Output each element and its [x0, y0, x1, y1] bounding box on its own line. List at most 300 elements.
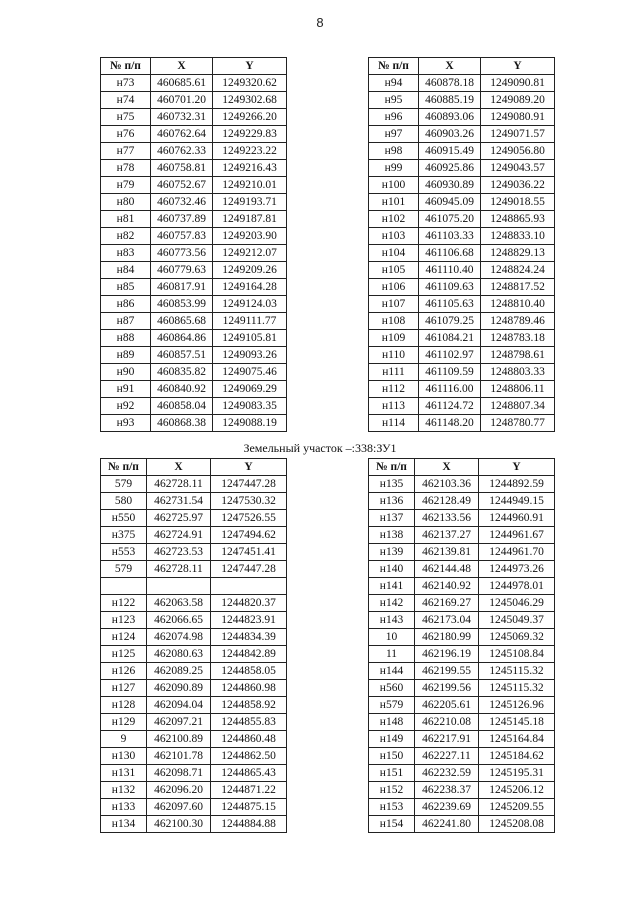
x-coordinate-cell: 462100.89 — [147, 731, 211, 748]
table-row — [101, 109, 287, 126]
point-number-cell: н84 — [101, 262, 151, 279]
point-number-cell: н91 — [101, 381, 151, 398]
x-coordinate-cell: 462724.91 — [147, 527, 211, 544]
x-coordinate-cell: 460817.91 — [151, 279, 213, 296]
x-coordinate-cell: 462232.59 — [415, 765, 479, 782]
point-number-cell: н83 — [101, 245, 151, 262]
y-coordinate-cell: 1244961.70 — [479, 544, 555, 561]
point-number-cell: н150 — [369, 748, 415, 765]
table-row — [101, 782, 287, 799]
table-row — [369, 493, 555, 510]
y-coordinate-cell: 1249124.03 — [213, 296, 287, 313]
table-row — [369, 296, 555, 313]
table-row — [369, 92, 555, 109]
table-row — [369, 595, 555, 612]
y-coordinate-cell: 1245049.37 — [479, 612, 555, 629]
x-coordinate-cell: 460864.86 — [151, 330, 213, 347]
y-coordinate-cell: 1249266.20 — [213, 109, 287, 126]
y-coordinate-cell: 1245108.84 — [479, 646, 555, 663]
point-number-cell: н73 — [101, 75, 151, 92]
point-number-cell: н90 — [101, 364, 151, 381]
point-number-cell: н110 — [369, 347, 419, 364]
table-row — [369, 578, 555, 595]
x-coordinate-cell: 460853.99 — [151, 296, 213, 313]
point-number-cell: н139 — [369, 544, 415, 561]
point-number-cell: н107 — [369, 296, 419, 313]
x-coordinate-cell: 462139.81 — [415, 544, 479, 561]
y-coordinate-cell: 1244862.50 — [211, 748, 287, 765]
x-coordinate-cell: 462144.48 — [415, 561, 479, 578]
x-coordinate-cell: 462096.20 — [147, 782, 211, 799]
table-row — [369, 680, 555, 697]
table-row — [101, 799, 287, 816]
point-number-cell: н130 — [101, 748, 147, 765]
y-coordinate-cell: 1245069.32 — [479, 629, 555, 646]
y-coordinate-cell: 1245115.32 — [479, 680, 555, 697]
table-row — [101, 714, 287, 731]
point-number-cell: н94 — [369, 75, 419, 92]
point-number-cell: н136 — [369, 493, 415, 510]
x-coordinate-cell: 462097.60 — [147, 799, 211, 816]
table-row — [369, 347, 555, 364]
y-coordinate-cell: 1247447.28 — [211, 561, 287, 578]
y-coordinate-cell: 1245046.29 — [479, 595, 555, 612]
y-coordinate-cell: 1248798.61 — [481, 347, 555, 364]
x-coordinate-cell: 460773.56 — [151, 245, 213, 262]
point-number-cell: н108 — [369, 313, 419, 330]
x-coordinate-cell: 462241.80 — [415, 816, 479, 833]
x-coordinate-cell: 460945.09 — [419, 194, 481, 211]
table-row — [369, 612, 555, 629]
table-row — [101, 816, 287, 833]
table-row — [101, 126, 287, 143]
point-number-cell: н80 — [101, 194, 151, 211]
point-number-cell: н148 — [369, 714, 415, 731]
y-coordinate-cell: 1249111.77 — [213, 313, 287, 330]
x-coordinate-cell: 462210.08 — [415, 714, 479, 731]
x-coordinate-cell: 460915.49 — [419, 143, 481, 160]
table-row — [101, 194, 287, 211]
x-coordinate-cell: 461109.63 — [419, 279, 481, 296]
y-coordinate-cell: 1245209.55 — [479, 799, 555, 816]
x-coordinate-cell: 460758.81 — [151, 160, 213, 177]
y-coordinate-cell: 1245126.96 — [479, 697, 555, 714]
point-number-cell: н85 — [101, 279, 151, 296]
table-row — [369, 629, 555, 646]
y-coordinate-cell: 1248783.18 — [481, 330, 555, 347]
point-number-cell: н153 — [369, 799, 415, 816]
y-coordinate-cell: 1248829.13 — [481, 245, 555, 262]
y-coordinate-cell: 1249018.55 — [481, 194, 555, 211]
y-coordinate-cell: 1249075.46 — [213, 364, 287, 381]
point-number-cell: н131 — [101, 765, 147, 782]
y-coordinate-cell: 1245195.31 — [479, 765, 555, 782]
point-number-cell: н123 — [101, 612, 147, 629]
point-number-cell: н132 — [101, 782, 147, 799]
point-number-cell: н138 — [369, 527, 415, 544]
point-number-cell: 579 — [101, 561, 147, 578]
x-coordinate-cell: 462728.11 — [147, 476, 211, 493]
point-number-cell: н82 — [101, 228, 151, 245]
x-coordinate-cell: 461079.25 — [419, 313, 481, 330]
y-coordinate-cell: 1245115.32 — [479, 663, 555, 680]
x-coordinate-cell: 460925.86 — [419, 160, 481, 177]
point-number-cell: н375 — [101, 527, 147, 544]
x-coordinate-cell: 461109.59 — [419, 364, 481, 381]
y-coordinate-cell: 1249302.68 — [213, 92, 287, 109]
y-coordinate-cell: 1244823.91 — [211, 612, 287, 629]
table-row — [101, 92, 287, 109]
x-coordinate-cell: 462128.49 — [415, 493, 479, 510]
x-coordinate-cell: 462098.71 — [147, 765, 211, 782]
point-number-cell: н550 — [101, 510, 147, 527]
y-coordinate-cell: 1245206.12 — [479, 782, 555, 799]
table-row — [101, 245, 287, 262]
y-coordinate-cell: 1249229.83 — [213, 126, 287, 143]
point-number-cell: н92 — [101, 398, 151, 415]
table-row — [101, 476, 287, 493]
table-row — [369, 194, 555, 211]
table-row — [101, 75, 287, 92]
y-coordinate-cell: 1247526.55 — [211, 510, 287, 527]
point-number-cell: 10 — [369, 629, 415, 646]
table-row — [369, 731, 555, 748]
y-coordinate-cell: 1244842.89 — [211, 646, 287, 663]
y-coordinate-cell: 1249088.19 — [213, 415, 287, 432]
point-number-cell: н75 — [101, 109, 151, 126]
x-coordinate-cell: 462227.11 — [415, 748, 479, 765]
table-row — [369, 109, 555, 126]
point-number-cell: н98 — [369, 143, 419, 160]
section-title: Земельный участок –:338:ЗУ1 — [243, 441, 397, 455]
table-row — [369, 279, 555, 296]
table-row — [101, 313, 287, 330]
table-row — [101, 177, 287, 194]
y-coordinate-cell: 1249083.35 — [213, 398, 287, 415]
x-coordinate-cell: 462133.56 — [415, 510, 479, 527]
x-coordinate-cell: 460840.92 — [151, 381, 213, 398]
x-coordinate-cell: 462094.04 — [147, 697, 211, 714]
table-row — [101, 748, 287, 765]
x-coordinate-cell: 461102.97 — [419, 347, 481, 364]
y-coordinate-cell: 1249209.26 — [213, 262, 287, 279]
point-number-cell: н102 — [369, 211, 419, 228]
table-row — [369, 510, 555, 527]
point-number-cell: н579 — [369, 697, 415, 714]
column-header-x: X — [419, 58, 481, 75]
y-coordinate-cell: 1249223.22 — [213, 143, 287, 160]
y-coordinate-cell: 1248810.40 — [481, 296, 555, 313]
y-coordinate-cell: 1244949.15 — [479, 493, 555, 510]
y-coordinate-cell — [211, 578, 287, 595]
x-coordinate-cell: 460865.68 — [151, 313, 213, 330]
table-row — [101, 493, 287, 510]
table-row — [101, 398, 287, 415]
x-coordinate-cell: 460762.64 — [151, 126, 213, 143]
y-coordinate-cell: 1244820.37 — [211, 595, 287, 612]
x-coordinate-cell: 462199.56 — [415, 680, 479, 697]
table-row — [101, 347, 287, 364]
y-coordinate-cell: 1249043.57 — [481, 160, 555, 177]
x-coordinate-cell: 462089.25 — [147, 663, 211, 680]
table-row — [369, 714, 555, 731]
x-coordinate-cell: 461124.72 — [419, 398, 481, 415]
point-number-cell: н93 — [101, 415, 151, 432]
x-coordinate-cell: 461148.20 — [419, 415, 481, 432]
column-header-number: № п/п — [369, 58, 419, 75]
point-number-cell: 11 — [369, 646, 415, 663]
y-coordinate-cell: 1249193.71 — [213, 194, 287, 211]
table-row — [101, 629, 287, 646]
table-row — [101, 143, 287, 160]
y-coordinate-cell: 1248807.34 — [481, 398, 555, 415]
x-coordinate-cell: 461075.20 — [419, 211, 481, 228]
table-row — [369, 228, 555, 245]
table-row — [101, 510, 287, 527]
x-coordinate-cell: 462103.36 — [415, 476, 479, 493]
table-row — [369, 527, 555, 544]
x-coordinate-cell: 460757.83 — [151, 228, 213, 245]
table-row — [369, 765, 555, 782]
y-coordinate-cell: 1249089.20 — [481, 92, 555, 109]
x-coordinate-cell: 460857.51 — [151, 347, 213, 364]
y-coordinate-cell: 1244834.39 — [211, 629, 287, 646]
x-coordinate-cell: 460762.33 — [151, 143, 213, 160]
x-coordinate-cell: 462728.11 — [147, 561, 211, 578]
point-number-cell: 580 — [101, 493, 147, 510]
point-number-cell: н88 — [101, 330, 151, 347]
x-coordinate-cell: 461110.40 — [419, 262, 481, 279]
x-coordinate-cell: 462239.69 — [415, 799, 479, 816]
table-row — [369, 697, 555, 714]
table-row — [101, 595, 287, 612]
table-row — [101, 697, 287, 714]
point-number-cell: н106 — [369, 279, 419, 296]
point-number-cell: н77 — [101, 143, 151, 160]
table-row — [369, 816, 555, 833]
point-number-cell: н127 — [101, 680, 147, 697]
y-coordinate-cell: 1248824.24 — [481, 262, 555, 279]
table-row — [369, 330, 555, 347]
x-coordinate-cell: 460868.38 — [151, 415, 213, 432]
y-coordinate-cell: 1248780.77 — [481, 415, 555, 432]
x-coordinate-cell: 462731.54 — [147, 493, 211, 510]
table-row — [369, 364, 555, 381]
point-number-cell: н560 — [369, 680, 415, 697]
point-number-cell: н109 — [369, 330, 419, 347]
point-number-cell: н81 — [101, 211, 151, 228]
x-coordinate-cell: 460903.26 — [419, 126, 481, 143]
x-coordinate-cell: 460752.67 — [151, 177, 213, 194]
point-number-cell: н152 — [369, 782, 415, 799]
point-number-cell: н122 — [101, 595, 147, 612]
point-number-cell: 9 — [101, 731, 147, 748]
table-row — [369, 646, 555, 663]
table-row — [101, 262, 287, 279]
x-coordinate-cell: 462180.99 — [415, 629, 479, 646]
y-coordinate-cell: 1244973.26 — [479, 561, 555, 578]
point-number-cell: н103 — [369, 228, 419, 245]
table-row — [369, 748, 555, 765]
x-coordinate-cell: 462090.89 — [147, 680, 211, 697]
x-coordinate-cell: 460732.46 — [151, 194, 213, 211]
y-coordinate-cell: 1249056.80 — [481, 143, 555, 160]
point-number-cell: н105 — [369, 262, 419, 279]
table-row — [101, 160, 287, 177]
x-coordinate-cell: 461105.63 — [419, 296, 481, 313]
table-row — [101, 381, 287, 398]
y-coordinate-cell: 1249212.07 — [213, 245, 287, 262]
point-number-cell: н128 — [101, 697, 147, 714]
y-coordinate-cell: 1249069.29 — [213, 381, 287, 398]
table-row — [369, 143, 555, 160]
y-coordinate-cell: 1249071.57 — [481, 126, 555, 143]
point-number-cell: н137 — [369, 510, 415, 527]
y-coordinate-cell: 1249090.81 — [481, 75, 555, 92]
point-number-cell: н141 — [369, 578, 415, 595]
table-row — [369, 799, 555, 816]
point-number-cell: н101 — [369, 194, 419, 211]
y-coordinate-cell: 1244860.48 — [211, 731, 287, 748]
table-row — [101, 646, 287, 663]
x-coordinate-cell: 462723.53 — [147, 544, 211, 561]
table-row — [369, 75, 555, 92]
y-coordinate-cell: 1248865.93 — [481, 211, 555, 228]
x-coordinate-cell: 462101.78 — [147, 748, 211, 765]
column-header-number: № п/п — [369, 459, 415, 476]
point-number-cell: н125 — [101, 646, 147, 663]
table-row — [101, 561, 287, 578]
y-coordinate-cell: 1245164.84 — [479, 731, 555, 748]
y-coordinate-cell: 1249320.62 — [213, 75, 287, 92]
page-number: 8 — [316, 15, 324, 30]
x-coordinate-cell: 462196.19 — [415, 646, 479, 663]
point-number-cell: н97 — [369, 126, 419, 143]
y-coordinate-cell: 1249105.81 — [213, 330, 287, 347]
y-coordinate-cell: 1248789.46 — [481, 313, 555, 330]
table-header-row — [369, 58, 555, 75]
x-coordinate-cell: 460835.82 — [151, 364, 213, 381]
y-coordinate-cell: 1247451.41 — [211, 544, 287, 561]
y-coordinate-cell: 1249203.90 — [213, 228, 287, 245]
y-coordinate-cell: 1249187.81 — [213, 211, 287, 228]
table-row — [369, 782, 555, 799]
table-header-row — [101, 58, 287, 75]
y-coordinate-cell: 1248817.52 — [481, 279, 555, 296]
point-number-cell: н113 — [369, 398, 419, 415]
x-coordinate-cell: 462063.58 — [147, 595, 211, 612]
point-number-cell: н78 — [101, 160, 151, 177]
y-coordinate-cell: 1247494.62 — [211, 527, 287, 544]
point-number-cell: н142 — [369, 595, 415, 612]
y-coordinate-cell: 1245208.08 — [479, 816, 555, 833]
point-number-cell: н144 — [369, 663, 415, 680]
x-coordinate-cell: 462205.61 — [415, 697, 479, 714]
table-row — [369, 381, 555, 398]
x-coordinate-cell: 461116.00 — [419, 381, 481, 398]
point-number-cell: н124 — [101, 629, 147, 646]
point-number-cell: н112 — [369, 381, 419, 398]
point-number-cell: н129 — [101, 714, 147, 731]
coordinates-table-bottom-left — [100, 458, 287, 833]
table-row — [369, 313, 555, 330]
x-coordinate-cell: 460878.18 — [419, 75, 481, 92]
y-coordinate-cell: 1244858.05 — [211, 663, 287, 680]
point-number-cell: н553 — [101, 544, 147, 561]
y-coordinate-cell: 1248803.33 — [481, 364, 555, 381]
x-coordinate-cell: 460732.31 — [151, 109, 213, 126]
table-row — [101, 415, 287, 432]
table-row — [369, 177, 555, 194]
table-row — [101, 211, 287, 228]
column-header-number: № п/п — [101, 459, 147, 476]
point-number-cell: н76 — [101, 126, 151, 143]
coordinates-table-bottom-right — [368, 458, 555, 833]
table-row — [369, 544, 555, 561]
point-number-cell: н126 — [101, 663, 147, 680]
y-coordinate-cell: 1244961.67 — [479, 527, 555, 544]
point-number-cell: н133 — [101, 799, 147, 816]
table-row — [369, 561, 555, 578]
x-coordinate-cell: 461103.33 — [419, 228, 481, 245]
point-number-cell: н95 — [369, 92, 419, 109]
table-row — [101, 612, 287, 629]
table-row — [369, 160, 555, 177]
y-coordinate-cell: 1245184.62 — [479, 748, 555, 765]
y-coordinate-cell: 1244978.01 — [479, 578, 555, 595]
x-coordinate-cell: 460701.20 — [151, 92, 213, 109]
point-number-cell: н86 — [101, 296, 151, 313]
y-coordinate-cell: 1247447.28 — [211, 476, 287, 493]
x-coordinate-cell: 460685.61 — [151, 75, 213, 92]
y-coordinate-cell: 1248833.10 — [481, 228, 555, 245]
table-row — [369, 663, 555, 680]
point-number-cell: н89 — [101, 347, 151, 364]
point-number-cell: н99 — [369, 160, 419, 177]
table-row — [101, 527, 287, 544]
x-coordinate-cell: 462238.37 — [415, 782, 479, 799]
y-coordinate-cell: 1244860.98 — [211, 680, 287, 697]
point-number-cell: н149 — [369, 731, 415, 748]
table-row — [369, 262, 555, 279]
y-coordinate-cell: 1249093.26 — [213, 347, 287, 364]
y-coordinate-cell: 1244960.91 — [479, 510, 555, 527]
table-row — [101, 663, 287, 680]
table-row — [369, 398, 555, 415]
y-coordinate-cell: 1244855.83 — [211, 714, 287, 731]
point-number-cell: н104 — [369, 245, 419, 262]
column-header-number: № п/п — [101, 58, 151, 75]
x-coordinate-cell: 460930.89 — [419, 177, 481, 194]
x-coordinate-cell: 461106.68 — [419, 245, 481, 262]
y-coordinate-cell: 1244884.88 — [211, 816, 287, 833]
point-number-cell: 579 — [101, 476, 147, 493]
point-number-cell: н87 — [101, 313, 151, 330]
point-number-cell: н140 — [369, 561, 415, 578]
table-header-row — [369, 459, 555, 476]
table-row — [369, 126, 555, 143]
x-coordinate-cell: 460885.19 — [419, 92, 481, 109]
x-coordinate-cell: 461084.21 — [419, 330, 481, 347]
point-number-cell — [101, 578, 147, 595]
point-number-cell: н111 — [369, 364, 419, 381]
point-number-cell: н114 — [369, 415, 419, 432]
x-coordinate-cell: 460893.06 — [419, 109, 481, 126]
table-row — [101, 680, 287, 697]
column-header-x: X — [415, 459, 479, 476]
y-coordinate-cell: 1244871.22 — [211, 782, 287, 799]
y-coordinate-cell: 1245145.18 — [479, 714, 555, 731]
